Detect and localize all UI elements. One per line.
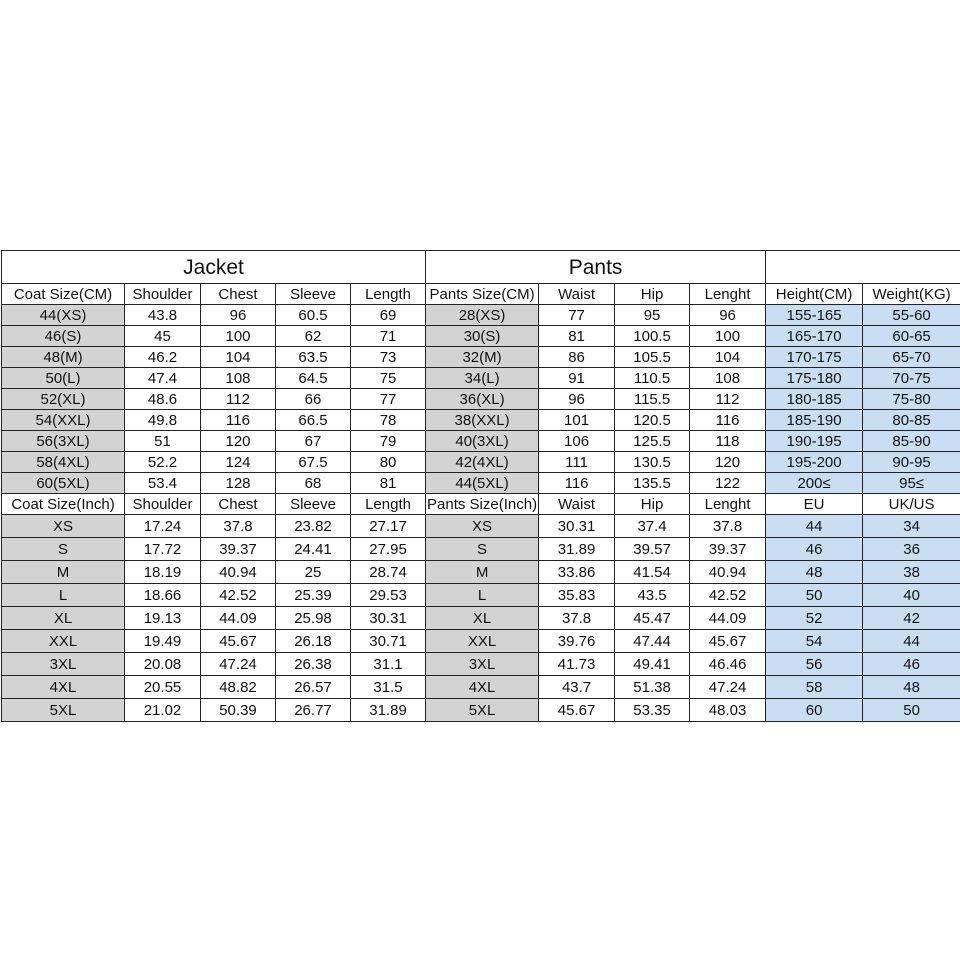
table-cell: 104 xyxy=(690,347,766,368)
table-cell: 20.08 xyxy=(125,653,201,676)
table-cell: 124 xyxy=(201,452,276,473)
table-cell: 17.72 xyxy=(125,538,201,561)
col10-header: Height(CM) xyxy=(766,284,863,305)
table-cell: 47.24 xyxy=(690,676,766,699)
table-cell: 43.8 xyxy=(125,305,201,326)
hip-header: Hip xyxy=(615,494,690,515)
table-cell: 81 xyxy=(351,473,426,494)
table-cell: 20.55 xyxy=(125,676,201,699)
table-cell: 23.82 xyxy=(276,515,351,538)
table-cell: 45.67 xyxy=(539,699,615,722)
table-row xyxy=(2,676,960,699)
table-cell: 25.39 xyxy=(276,584,351,607)
jacket-title: Jacket xyxy=(2,251,426,284)
table-cell: 27.95 xyxy=(351,538,426,561)
table-cell: 95 xyxy=(615,305,690,326)
table-cell: 50 xyxy=(766,584,863,607)
table-cell: 85-90 xyxy=(863,431,960,452)
table-cell: 21.02 xyxy=(125,699,201,722)
table-cell: 33.86 xyxy=(539,561,615,584)
table-cell: 52.2 xyxy=(125,452,201,473)
table-cell: 95≤ xyxy=(863,473,960,494)
table-cell: 165-170 xyxy=(766,326,863,347)
table-row xyxy=(2,431,960,452)
table-cell: 43.5 xyxy=(615,584,690,607)
table-cell: 116 xyxy=(690,410,766,431)
table-cell: XXL xyxy=(426,630,539,653)
table-cell: 36 xyxy=(863,538,960,561)
table-cell: 44.09 xyxy=(201,607,276,630)
table-cell: 63.5 xyxy=(276,347,351,368)
size-chart-body xyxy=(2,251,960,722)
table-cell: 180-185 xyxy=(766,389,863,410)
table-row xyxy=(2,515,960,538)
table-cell: 96 xyxy=(201,305,276,326)
table-cell: 96 xyxy=(539,389,615,410)
table-cell: 52(XL) xyxy=(2,389,125,410)
table-cell: 60(5XL) xyxy=(2,473,125,494)
chest-header: Chest xyxy=(201,494,276,515)
table-cell: XL xyxy=(426,607,539,630)
table-row xyxy=(2,305,960,326)
col10-header: EU xyxy=(766,494,863,515)
table-cell: XXL xyxy=(2,630,125,653)
table-cell: 48.03 xyxy=(690,699,766,722)
pants-length-header: Lenght xyxy=(690,284,766,305)
table-cell: 39.57 xyxy=(615,538,690,561)
table-cell: M xyxy=(2,561,125,584)
inch-header-row xyxy=(2,494,960,515)
table-cell: 108 xyxy=(690,368,766,389)
table-cell: 26.18 xyxy=(276,630,351,653)
table-cell: 4XL xyxy=(426,676,539,699)
table-cell: 105.5 xyxy=(615,347,690,368)
table-cell: 31.1 xyxy=(351,653,426,676)
size-chart-table xyxy=(1,250,960,722)
coat-size-header: Coat Size(CM) xyxy=(2,284,125,305)
table-cell: 50(L) xyxy=(2,368,125,389)
table-cell: 36(XL) xyxy=(426,389,539,410)
table-cell: 49.41 xyxy=(615,653,690,676)
table-cell: 46 xyxy=(863,653,960,676)
table-cell: 38 xyxy=(863,561,960,584)
table-cell: 80 xyxy=(351,452,426,473)
table-row xyxy=(2,584,960,607)
table-cell: 41.73 xyxy=(539,653,615,676)
pants-length-header: Lenght xyxy=(690,494,766,515)
table-cell: 28(XS) xyxy=(426,305,539,326)
table-cell: 30(S) xyxy=(426,326,539,347)
table-cell: 80-85 xyxy=(863,410,960,431)
table-cell: 50.39 xyxy=(201,699,276,722)
table-row xyxy=(2,326,960,347)
pants-size-header: Pants Size(CM) xyxy=(426,284,539,305)
table-cell: 60 xyxy=(766,699,863,722)
length-header: Length xyxy=(351,494,426,515)
coat-size-header: Coat Size(Inch) xyxy=(2,494,125,515)
hip-header: Hip xyxy=(615,284,690,305)
table-cell: 40(3XL) xyxy=(426,431,539,452)
table-cell: 70-75 xyxy=(863,368,960,389)
table-cell: 155-165 xyxy=(766,305,863,326)
table-cell: 48.6 xyxy=(125,389,201,410)
table-cell: 25 xyxy=(276,561,351,584)
table-cell: 28.74 xyxy=(351,561,426,584)
table-cell: 46.46 xyxy=(690,653,766,676)
table-cell: 45.47 xyxy=(615,607,690,630)
table-cell: 48 xyxy=(766,561,863,584)
table-cell: 34(L) xyxy=(426,368,539,389)
table-cell: 46.2 xyxy=(125,347,201,368)
table-row xyxy=(2,410,960,431)
table-row xyxy=(2,473,960,494)
table-cell: 29.53 xyxy=(351,584,426,607)
table-cell: 47.24 xyxy=(201,653,276,676)
table-cell: S xyxy=(2,538,125,561)
table-row xyxy=(2,389,960,410)
table-cell: 44.09 xyxy=(690,607,766,630)
table-cell: 44 xyxy=(766,515,863,538)
table-row xyxy=(2,538,960,561)
table-cell: 75-80 xyxy=(863,389,960,410)
table-cell: 30.71 xyxy=(351,630,426,653)
table-cell: 39.37 xyxy=(690,538,766,561)
table-cell: 42.52 xyxy=(690,584,766,607)
table-cell: 67 xyxy=(276,431,351,452)
table-cell: 40.94 xyxy=(690,561,766,584)
table-cell: 68 xyxy=(276,473,351,494)
table-cell: 58 xyxy=(766,676,863,699)
table-cell: 60-65 xyxy=(863,326,960,347)
sleeve-header: Sleeve xyxy=(276,284,351,305)
table-row xyxy=(2,347,960,368)
table-cell: 24.41 xyxy=(276,538,351,561)
table-cell: 46 xyxy=(766,538,863,561)
table-cell: 125.5 xyxy=(615,431,690,452)
table-cell: 101 xyxy=(539,410,615,431)
table-cell: 112 xyxy=(201,389,276,410)
table-row xyxy=(2,561,960,584)
table-cell: 38(XXL) xyxy=(426,410,539,431)
table-cell: L xyxy=(2,584,125,607)
table-cell: 26.77 xyxy=(276,699,351,722)
table-cell: 48.82 xyxy=(201,676,276,699)
table-cell: 44(XS) xyxy=(2,305,125,326)
table-cell: 44(5XL) xyxy=(426,473,539,494)
table-cell: 30.31 xyxy=(351,607,426,630)
table-cell: 19.13 xyxy=(125,607,201,630)
table-cell: 51 xyxy=(125,431,201,452)
table-cell: 175-180 xyxy=(766,368,863,389)
table-cell: 26.57 xyxy=(276,676,351,699)
table-row xyxy=(2,452,960,473)
table-cell: 91 xyxy=(539,368,615,389)
table-cell: 54(XXL) xyxy=(2,410,125,431)
table-cell: 116 xyxy=(201,410,276,431)
table-cell: 39.37 xyxy=(201,538,276,561)
table-cell: 30.31 xyxy=(539,515,615,538)
table-cell: 47.44 xyxy=(615,630,690,653)
table-cell: 37.4 xyxy=(615,515,690,538)
pants-title: Pants xyxy=(426,251,766,284)
table-cell: 37.8 xyxy=(539,607,615,630)
table-cell: 45 xyxy=(125,326,201,347)
table-cell: 37.8 xyxy=(201,515,276,538)
table-cell: 32(M) xyxy=(426,347,539,368)
table-cell: 3XL xyxy=(426,653,539,676)
table-cell: 116 xyxy=(539,473,615,494)
table-cell: 69 xyxy=(351,305,426,326)
table-cell: XS xyxy=(426,515,539,538)
table-row xyxy=(2,653,960,676)
table-cell: 4XL xyxy=(2,676,125,699)
table-cell: 118 xyxy=(690,431,766,452)
table-cell: 26.38 xyxy=(276,653,351,676)
table-cell: 106 xyxy=(539,431,615,452)
table-cell: 195-200 xyxy=(766,452,863,473)
table-cell: 3XL xyxy=(2,653,125,676)
table-cell: 40.94 xyxy=(201,561,276,584)
table-cell: 75 xyxy=(351,368,426,389)
table-cell: XS xyxy=(2,515,125,538)
table-row xyxy=(2,368,960,389)
waist-header: Waist xyxy=(539,494,615,515)
table-cell: 64.5 xyxy=(276,368,351,389)
sleeve-header: Sleeve xyxy=(276,494,351,515)
table-cell: 111 xyxy=(539,452,615,473)
table-cell: 48 xyxy=(863,676,960,699)
table-cell: 50 xyxy=(863,699,960,722)
table-cell: 110.5 xyxy=(615,368,690,389)
table-cell: 67.5 xyxy=(276,452,351,473)
table-cell: 37.8 xyxy=(690,515,766,538)
waist-header: Waist xyxy=(539,284,615,305)
table-cell: 47.4 xyxy=(125,368,201,389)
table-cell: 190-195 xyxy=(766,431,863,452)
table-cell: 170-175 xyxy=(766,347,863,368)
table-cell: 19.49 xyxy=(125,630,201,653)
table-cell: 41.54 xyxy=(615,561,690,584)
table-cell: 100.5 xyxy=(615,326,690,347)
table-cell: 108 xyxy=(201,368,276,389)
table-cell: 96 xyxy=(690,305,766,326)
table-cell: 25.98 xyxy=(276,607,351,630)
section-title-row xyxy=(2,251,960,284)
table-cell: 60.5 xyxy=(276,305,351,326)
table-cell: 115.5 xyxy=(615,389,690,410)
table-cell: 100 xyxy=(201,326,276,347)
body-fit-title xyxy=(766,251,960,284)
table-cell: S xyxy=(426,538,539,561)
table-cell: 35.83 xyxy=(539,584,615,607)
table-cell: 128 xyxy=(201,473,276,494)
table-cell: 53.4 xyxy=(125,473,201,494)
table-cell: 45.67 xyxy=(690,630,766,653)
table-cell: 46(S) xyxy=(2,326,125,347)
table-cell: 90-95 xyxy=(863,452,960,473)
table-cell: 62 xyxy=(276,326,351,347)
table-cell: 31.5 xyxy=(351,676,426,699)
table-cell: 42(4XL) xyxy=(426,452,539,473)
table-cell: 104 xyxy=(201,347,276,368)
table-cell: 43.7 xyxy=(539,676,615,699)
table-cell: 73 xyxy=(351,347,426,368)
table-cell: 120 xyxy=(201,431,276,452)
table-cell: 5XL xyxy=(426,699,539,722)
table-cell: 51.38 xyxy=(615,676,690,699)
table-cell: 86 xyxy=(539,347,615,368)
table-cell: 122 xyxy=(690,473,766,494)
table-cell: 34 xyxy=(863,515,960,538)
table-cell: L xyxy=(426,584,539,607)
table-cell: 49.8 xyxy=(125,410,201,431)
table-cell: 54 xyxy=(766,630,863,653)
table-cell: 58(4XL) xyxy=(2,452,125,473)
table-cell: 55-60 xyxy=(863,305,960,326)
table-cell: 120 xyxy=(690,452,766,473)
shoulder-header: Shoulder xyxy=(125,284,201,305)
table-cell: 27.17 xyxy=(351,515,426,538)
table-row xyxy=(2,630,960,653)
table-cell: 52 xyxy=(766,607,863,630)
table-cell: 78 xyxy=(351,410,426,431)
table-cell: 5XL xyxy=(2,699,125,722)
table-cell: 39.76 xyxy=(539,630,615,653)
table-cell: 18.19 xyxy=(125,561,201,584)
table-cell: 112 xyxy=(690,389,766,410)
table-row xyxy=(2,607,960,630)
table-cell: 100 xyxy=(690,326,766,347)
table-cell: 48(M) xyxy=(2,347,125,368)
shoulder-header: Shoulder xyxy=(125,494,201,515)
table-cell: M xyxy=(426,561,539,584)
table-cell: 81 xyxy=(539,326,615,347)
table-cell: 56(3XL) xyxy=(2,431,125,452)
table-cell: XL xyxy=(2,607,125,630)
table-row xyxy=(2,699,960,722)
table-cell: 56 xyxy=(766,653,863,676)
length-header: Length xyxy=(351,284,426,305)
table-cell: 31.89 xyxy=(539,538,615,561)
table-cell: 45.67 xyxy=(201,630,276,653)
table-cell: 135.5 xyxy=(615,473,690,494)
table-cell: 77 xyxy=(351,389,426,410)
table-cell: 120.5 xyxy=(615,410,690,431)
table-cell: 40 xyxy=(863,584,960,607)
table-cell: 31.89 xyxy=(351,699,426,722)
table-cell: 200≤ xyxy=(766,473,863,494)
col11-header: UK/US xyxy=(863,494,960,515)
table-cell: 65-70 xyxy=(863,347,960,368)
table-cell: 44 xyxy=(863,630,960,653)
table-cell: 71 xyxy=(351,326,426,347)
table-cell: 53.35 xyxy=(615,699,690,722)
table-cell: 66 xyxy=(276,389,351,410)
table-cell: 77 xyxy=(539,305,615,326)
cm-header-row xyxy=(2,284,960,305)
table-cell: 18.66 xyxy=(125,584,201,607)
table-cell: 66.5 xyxy=(276,410,351,431)
chest-header: Chest xyxy=(201,284,276,305)
table-cell: 17.24 xyxy=(125,515,201,538)
table-cell: 79 xyxy=(351,431,426,452)
pants-size-header: Pants Size(Inch) xyxy=(427,495,538,513)
col11-header: Weight(KG) xyxy=(863,284,960,305)
table-cell: 42 xyxy=(863,607,960,630)
table-cell: 42.52 xyxy=(201,584,276,607)
table-cell: 185-190 xyxy=(766,410,863,431)
table-cell: 130.5 xyxy=(615,452,690,473)
